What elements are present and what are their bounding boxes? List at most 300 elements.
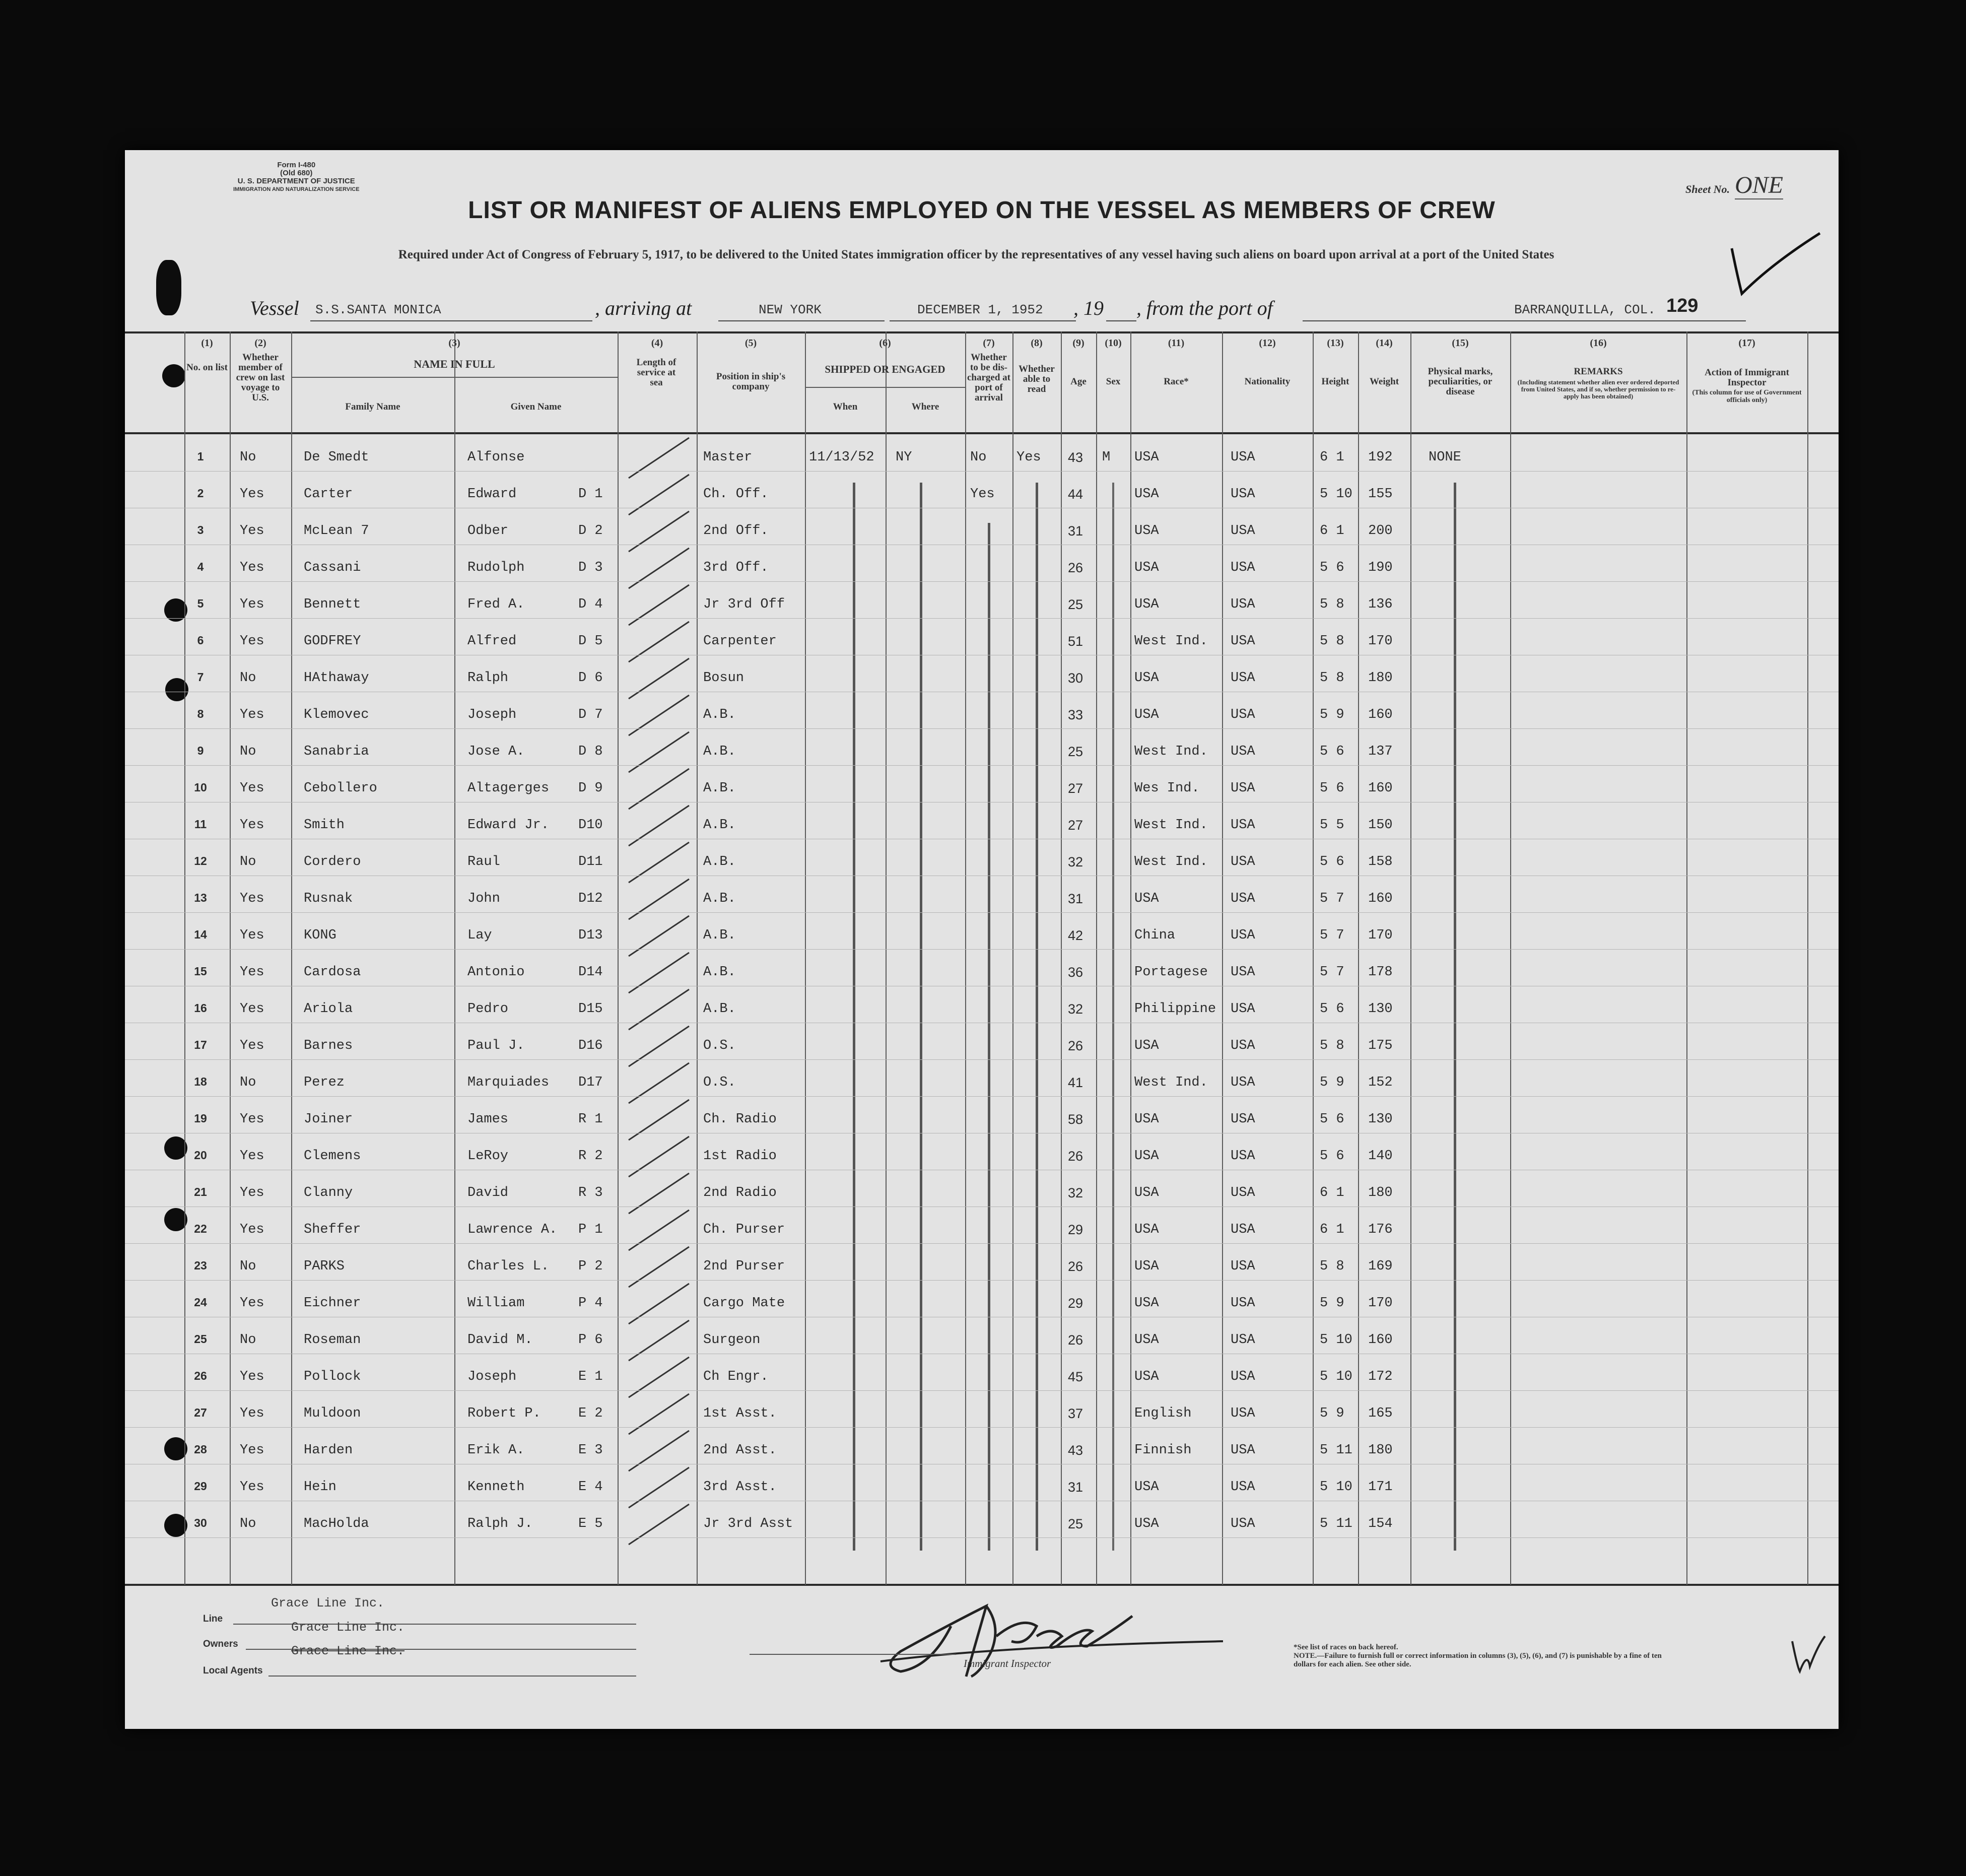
position: A.B. xyxy=(703,781,736,796)
race: Wes Ind. xyxy=(1134,781,1200,796)
race: USA xyxy=(1134,1222,1159,1237)
sheet-number: Sheet No. ONE xyxy=(1685,172,1783,198)
sex: M xyxy=(1102,450,1111,465)
row-number: 11 xyxy=(194,818,207,831)
table-row xyxy=(125,472,1839,508)
weight: 200 xyxy=(1368,523,1393,539)
able-to-read: Yes xyxy=(1016,450,1041,465)
last-voyage: Yes xyxy=(240,965,264,980)
position: Master xyxy=(703,450,753,465)
given-name: Ralph J. xyxy=(467,1516,533,1531)
age: 32 xyxy=(1068,854,1083,869)
last-voyage: Yes xyxy=(240,1369,264,1384)
crew-code: D 3 xyxy=(578,560,603,575)
race: China xyxy=(1134,928,1176,943)
departure-port: BARRANQUILLA, COL. xyxy=(1514,302,1656,317)
race: USA xyxy=(1134,707,1159,722)
height: 5 6 xyxy=(1320,1149,1344,1164)
weight: 192 xyxy=(1368,450,1393,465)
weight: 136 xyxy=(1368,597,1393,612)
height: 5 5 xyxy=(1320,818,1344,833)
row-number: 26 xyxy=(194,1369,207,1382)
nationality: USA xyxy=(1231,1443,1255,1458)
col-header-remarks: REMARKS xyxy=(1574,366,1623,377)
race: West Ind. xyxy=(1134,744,1208,759)
col-header-nationality: Nationality xyxy=(1244,376,1291,387)
last-voyage: No xyxy=(240,1332,256,1348)
family-name: Bennett xyxy=(304,597,361,612)
row-number: 14 xyxy=(194,928,207,941)
given-name: Edward Jr. xyxy=(467,818,550,833)
position: Bosun xyxy=(703,671,744,686)
row-number: 12 xyxy=(194,854,207,867)
crew-code: P 2 xyxy=(578,1259,603,1274)
owners-value: Grace Line Inc. xyxy=(291,1620,405,1635)
table-row xyxy=(125,692,1839,729)
table-row xyxy=(125,1464,1839,1501)
nationality: USA xyxy=(1231,1075,1255,1090)
height: 5 6 xyxy=(1320,560,1344,575)
row-number: 20 xyxy=(194,1149,207,1162)
age: 31 xyxy=(1068,1480,1083,1495)
row-number: 9 xyxy=(197,744,204,757)
crew-code: D13 xyxy=(578,928,603,943)
col-header-when: When xyxy=(833,401,858,412)
age: 25 xyxy=(1068,1516,1083,1531)
race: USA xyxy=(1134,523,1159,539)
given-name: Erik A. xyxy=(467,1443,525,1458)
nationality: USA xyxy=(1231,1222,1255,1237)
position: 1st Radio xyxy=(703,1149,777,1164)
crew-code: D 7 xyxy=(578,707,603,722)
crew-code: R 2 xyxy=(578,1149,603,1164)
col-header-name: NAME IN FULL xyxy=(414,358,495,370)
family-name: Ariola xyxy=(304,1001,353,1017)
table-row xyxy=(125,1207,1839,1244)
position: Carpenter xyxy=(703,634,777,649)
weight: 171 xyxy=(1368,1480,1393,1495)
given-name: Odber xyxy=(467,523,509,539)
weight: 180 xyxy=(1368,671,1393,686)
row-number: 15 xyxy=(194,965,207,978)
table-row xyxy=(125,839,1839,876)
table-row xyxy=(125,1281,1839,1317)
given-name: Ralph xyxy=(467,671,509,686)
agents-label: Local Agents xyxy=(203,1665,263,1676)
checkmark-icon xyxy=(1727,228,1822,299)
weight: 180 xyxy=(1368,1443,1393,1458)
row-number: 23 xyxy=(194,1259,207,1272)
race: USA xyxy=(1134,597,1159,612)
row-number: 13 xyxy=(194,891,207,904)
last-voyage: Yes xyxy=(240,523,264,539)
table-row xyxy=(125,950,1839,986)
col-header-physical-marks: Physical marks, peculiarities, or disease xyxy=(1428,366,1493,397)
table-row xyxy=(125,986,1839,1023)
nationality: USA xyxy=(1231,560,1255,575)
nationality: USA xyxy=(1231,744,1255,759)
age: 51 xyxy=(1068,634,1083,649)
age: 45 xyxy=(1068,1369,1083,1384)
age: 26 xyxy=(1068,1149,1083,1164)
position: A.B. xyxy=(703,854,736,869)
nationality: USA xyxy=(1231,1296,1255,1311)
crew-code: E 1 xyxy=(578,1369,603,1384)
crew-code: D 4 xyxy=(578,597,603,612)
race: English xyxy=(1134,1406,1192,1421)
inspector-label: Immigrant Inspector xyxy=(964,1657,1051,1669)
family-name: PARKS xyxy=(304,1259,345,1274)
col-header-given-name: Given Name xyxy=(510,401,562,412)
family-name: Joiner xyxy=(304,1112,353,1127)
position: Ch Engr. xyxy=(703,1369,769,1384)
table-row xyxy=(125,582,1839,619)
weight: 130 xyxy=(1368,1001,1393,1017)
age: 36 xyxy=(1068,965,1083,980)
height: 5 10 xyxy=(1320,487,1352,502)
manifest-footer xyxy=(125,1591,1839,1727)
race: Portagese xyxy=(1134,965,1208,980)
col-num-6: (6) xyxy=(879,338,891,349)
race: West Ind. xyxy=(1134,1075,1208,1090)
nationality: USA xyxy=(1231,1406,1255,1421)
nationality: USA xyxy=(1231,1001,1255,1017)
col-header-service: Length of service at sea xyxy=(636,357,676,388)
age: 31 xyxy=(1068,891,1083,906)
row-number: 25 xyxy=(194,1332,207,1346)
arrival-date: DECEMBER 1, 1952 xyxy=(917,302,1043,317)
family-name: Roseman xyxy=(304,1332,361,1348)
position: O.S. xyxy=(703,1075,736,1090)
height: 5 9 xyxy=(1320,707,1344,722)
height: 5 8 xyxy=(1320,1038,1344,1053)
nationality: USA xyxy=(1231,781,1255,796)
arrival-port: NEW YORK xyxy=(759,302,822,317)
position: Jr 3rd Asst xyxy=(703,1516,793,1531)
height: 5 6 xyxy=(1320,854,1344,869)
race: USA xyxy=(1134,1480,1159,1495)
weight: 175 xyxy=(1368,1038,1393,1053)
nationality: USA xyxy=(1231,450,1255,465)
nationality: USA xyxy=(1231,1149,1255,1164)
last-voyage: Yes xyxy=(240,597,264,612)
height: 6 1 xyxy=(1320,523,1344,539)
family-name: De Smedt xyxy=(304,450,369,465)
family-name: KONG xyxy=(304,928,336,943)
weight: 155 xyxy=(1368,487,1393,502)
discharged: Yes xyxy=(970,487,995,502)
crew-code: R 3 xyxy=(578,1185,603,1200)
row-number: 19 xyxy=(194,1112,207,1125)
nationality: USA xyxy=(1231,1516,1255,1531)
last-voyage: Yes xyxy=(240,1296,264,1311)
last-voyage: No xyxy=(240,1259,256,1274)
given-name: LeRoy xyxy=(467,1149,509,1164)
age: 26 xyxy=(1068,1259,1083,1274)
weight: 169 xyxy=(1368,1259,1393,1274)
given-name: Charles L. xyxy=(467,1259,550,1274)
given-name: Pedro xyxy=(467,1001,509,1017)
race: USA xyxy=(1134,1369,1159,1384)
race: USA xyxy=(1134,891,1159,906)
given-name: Fred A. xyxy=(467,597,525,612)
nationality: USA xyxy=(1231,1038,1255,1053)
weight: 170 xyxy=(1368,634,1393,649)
crew-code: P 4 xyxy=(578,1296,603,1311)
crew-code: D 2 xyxy=(578,523,603,539)
given-name: Alfonse xyxy=(467,450,525,465)
col-header-last-voyage: Whether member of crew on last voyage to U.S. xyxy=(236,352,285,403)
race: Philippine xyxy=(1134,1001,1216,1017)
position: 2nd Radio xyxy=(703,1185,777,1200)
race: USA xyxy=(1134,1332,1159,1348)
family-name: Cebollero xyxy=(304,781,377,796)
given-name: Lawrence A. xyxy=(467,1222,558,1237)
col-num-4: (4) xyxy=(651,338,663,349)
family-name: Barnes xyxy=(304,1038,353,1053)
last-voyage: Yes xyxy=(240,1185,264,1200)
row-number: 3 xyxy=(197,523,204,537)
nationality: USA xyxy=(1231,854,1255,869)
row-number: 18 xyxy=(194,1075,207,1088)
col-header-inspector-action: Action of Immigrant Inspector xyxy=(1705,367,1789,388)
age: 30 xyxy=(1068,671,1083,686)
crew-code: D16 xyxy=(578,1038,603,1053)
age: 25 xyxy=(1068,597,1083,612)
nationality: USA xyxy=(1231,891,1255,906)
footer-note: *See list of races on back hereof. NOTE.—Failure to furnish full or correct information in columns (3), (5), (6), and (7) is punishable by a fine of ten dollars for each alien. See other side. xyxy=(1294,1643,1662,1668)
line-label: Line xyxy=(203,1614,223,1624)
nationality: USA xyxy=(1231,1332,1255,1348)
family-name: Hein xyxy=(304,1480,336,1495)
vessel-info: Vessel S.S.SANTA MONICA , arriving at NEW YORK DECEMBER 1, 1952 , 19 , from the port of BARRANQUILLA, COL. xyxy=(250,296,1761,321)
nationality: USA xyxy=(1231,1112,1255,1127)
row-number: 24 xyxy=(194,1296,207,1309)
last-voyage: Yes xyxy=(240,1443,264,1458)
race: Finnish xyxy=(1134,1443,1192,1458)
age: 31 xyxy=(1068,523,1083,539)
nationality: USA xyxy=(1231,818,1255,833)
given-name: Paul J. xyxy=(467,1038,525,1053)
position: 1st Asst. xyxy=(703,1406,777,1421)
family-name: Pollock xyxy=(304,1369,361,1384)
crew-code: D15 xyxy=(578,1001,603,1017)
table-row xyxy=(125,1428,1839,1464)
last-voyage: No xyxy=(240,671,256,686)
weight: 170 xyxy=(1368,928,1393,943)
height: 5 7 xyxy=(1320,891,1344,906)
last-voyage: Yes xyxy=(240,560,264,575)
weight: 158 xyxy=(1368,854,1393,869)
manifest-sheet xyxy=(125,150,1839,1729)
col-num-15: (15) xyxy=(1452,338,1469,349)
col-num-16: (16) xyxy=(1590,338,1607,349)
height: 5 8 xyxy=(1320,1259,1344,1274)
crew-code: E 3 xyxy=(578,1443,603,1458)
table-row xyxy=(125,766,1839,802)
crew-code: E 4 xyxy=(578,1480,603,1495)
given-name: James xyxy=(467,1112,509,1127)
crew-code: D 5 xyxy=(578,634,603,649)
nationality: USA xyxy=(1231,597,1255,612)
col-num-2: (2) xyxy=(254,338,266,349)
height: 5 9 xyxy=(1320,1075,1344,1090)
row-number: 30 xyxy=(194,1516,207,1529)
last-voyage: Yes xyxy=(240,1480,264,1495)
col-num-11: (11) xyxy=(1168,338,1185,349)
table-row xyxy=(125,802,1839,839)
crew-code: D 1 xyxy=(578,487,603,502)
nationality: USA xyxy=(1231,523,1255,539)
crew-code: E 5 xyxy=(578,1516,603,1531)
nationality: USA xyxy=(1231,965,1255,980)
weight: 170 xyxy=(1368,1296,1393,1311)
shipped-when: 11/13/52 xyxy=(809,450,874,465)
row-number: 16 xyxy=(194,1001,207,1015)
row-number: 4 xyxy=(197,560,204,573)
height: 5 6 xyxy=(1320,1001,1344,1017)
row-number: 8 xyxy=(197,707,204,720)
table-row xyxy=(125,1060,1839,1097)
table-row xyxy=(125,508,1839,545)
discharged: No xyxy=(970,450,987,465)
family-name: Smith xyxy=(304,818,345,833)
table-row xyxy=(125,545,1839,582)
col-header-position: Position in ship's company xyxy=(716,371,786,392)
col-num-9: (9) xyxy=(1072,338,1084,349)
col-num-7: (7) xyxy=(983,338,995,349)
crew-code: D 9 xyxy=(578,781,603,796)
shipped-where: NY xyxy=(896,450,912,465)
row-number: 29 xyxy=(194,1480,207,1493)
table-row xyxy=(125,876,1839,913)
col-num-1: (1) xyxy=(201,338,213,349)
col-num-14: (14) xyxy=(1376,338,1393,349)
table-row xyxy=(125,1170,1839,1207)
race: USA xyxy=(1134,1149,1159,1164)
col-num-17: (17) xyxy=(1738,338,1755,349)
col-header-remarks-note: (Including statement whether alien ever ordered deported from United States, and if so, whether permission to re-apply has been obtained) xyxy=(1517,378,1679,400)
weight: 176 xyxy=(1368,1222,1393,1237)
last-voyage: Yes xyxy=(240,1112,264,1127)
given-name: John xyxy=(467,891,500,906)
given-name: Antonio xyxy=(467,965,525,980)
col-header-family-name: Family Name xyxy=(345,401,400,412)
family-name: Cordero xyxy=(304,854,361,869)
race: USA xyxy=(1134,1185,1159,1200)
position: 2nd Asst. xyxy=(703,1443,777,1458)
nationality: USA xyxy=(1231,634,1255,649)
height: 6 1 xyxy=(1320,1185,1344,1200)
weight: 130 xyxy=(1368,1112,1393,1127)
last-voyage: No xyxy=(240,1075,256,1090)
position: Ch. Radio xyxy=(703,1112,777,1127)
given-name: David xyxy=(467,1185,509,1200)
table-row xyxy=(125,1023,1839,1060)
race: USA xyxy=(1134,1296,1159,1311)
nationality: USA xyxy=(1231,1480,1255,1495)
age: 43 xyxy=(1068,1443,1083,1458)
age: 27 xyxy=(1068,781,1083,796)
age: 32 xyxy=(1068,1185,1083,1200)
last-voyage: Yes xyxy=(240,487,264,502)
given-name: Alfred xyxy=(467,634,517,649)
height: 5 10 xyxy=(1320,1480,1352,1495)
position: 3rd Off. xyxy=(703,560,769,575)
weight: 160 xyxy=(1368,1332,1393,1348)
weight: 180 xyxy=(1368,1185,1393,1200)
age: 32 xyxy=(1068,1001,1083,1017)
position: A.B. xyxy=(703,928,736,943)
crew-code: D 8 xyxy=(578,744,603,759)
age: 26 xyxy=(1068,560,1083,575)
crew-code: P 1 xyxy=(578,1222,603,1237)
weight: 140 xyxy=(1368,1149,1393,1164)
weight: 172 xyxy=(1368,1369,1393,1384)
crew-code: D14 xyxy=(578,965,603,980)
age: 37 xyxy=(1068,1406,1083,1421)
position: Jr 3rd Off xyxy=(703,597,785,612)
race: West Ind. xyxy=(1134,818,1208,833)
row-number: 2 xyxy=(197,487,204,500)
age: 25 xyxy=(1068,744,1083,759)
given-name: William xyxy=(467,1296,525,1311)
col-num-8: (8) xyxy=(1031,338,1043,349)
last-voyage: Yes xyxy=(240,1222,264,1237)
position: 2nd Purser xyxy=(703,1259,785,1274)
initials-mark xyxy=(1787,1631,1827,1677)
row-number: 21 xyxy=(194,1185,207,1198)
row-number: 10 xyxy=(194,781,207,794)
weight: 152 xyxy=(1368,1075,1393,1090)
crew-code: R 1 xyxy=(578,1112,603,1127)
age: 42 xyxy=(1068,928,1083,943)
race: USA xyxy=(1134,671,1159,686)
page-title: LIST OR MANIFEST OF ALIENS EMPLOYED ON THE VESSEL AS MEMBERS OF CREW xyxy=(468,197,1496,224)
height: 5 9 xyxy=(1320,1406,1344,1421)
crew-code: D11 xyxy=(578,854,603,869)
position: Ch. Off. xyxy=(703,487,769,502)
position: A.B. xyxy=(703,744,736,759)
crew-code: D 6 xyxy=(578,671,603,686)
height: 5 9 xyxy=(1320,1296,1344,1311)
row-number: 1 xyxy=(197,450,204,463)
last-voyage: Yes xyxy=(240,1406,264,1421)
position: A.B. xyxy=(703,891,736,906)
height: 5 6 xyxy=(1320,744,1344,759)
family-name: Cassani xyxy=(304,560,361,575)
table-row xyxy=(125,435,1839,472)
row-number: 5 xyxy=(197,597,204,610)
last-voyage: Yes xyxy=(240,818,264,833)
table-row xyxy=(125,1501,1839,1538)
height: 5 11 xyxy=(1320,1443,1352,1458)
nationality: USA xyxy=(1231,1259,1255,1274)
col-num-5: (5) xyxy=(744,338,757,349)
row-number: 27 xyxy=(194,1406,207,1419)
table-row xyxy=(125,1317,1839,1354)
race: USA xyxy=(1134,1038,1159,1053)
crew-code: P 6 xyxy=(578,1332,603,1348)
family-name: Clemens xyxy=(304,1149,361,1164)
last-voyage: No xyxy=(240,450,256,465)
family-name: Perez xyxy=(304,1075,345,1090)
family-name: GODFREY xyxy=(304,634,361,649)
family-name: Clanny xyxy=(304,1185,353,1200)
weight: 160 xyxy=(1368,707,1393,722)
race: West Ind. xyxy=(1134,634,1208,649)
age: 29 xyxy=(1068,1222,1083,1237)
